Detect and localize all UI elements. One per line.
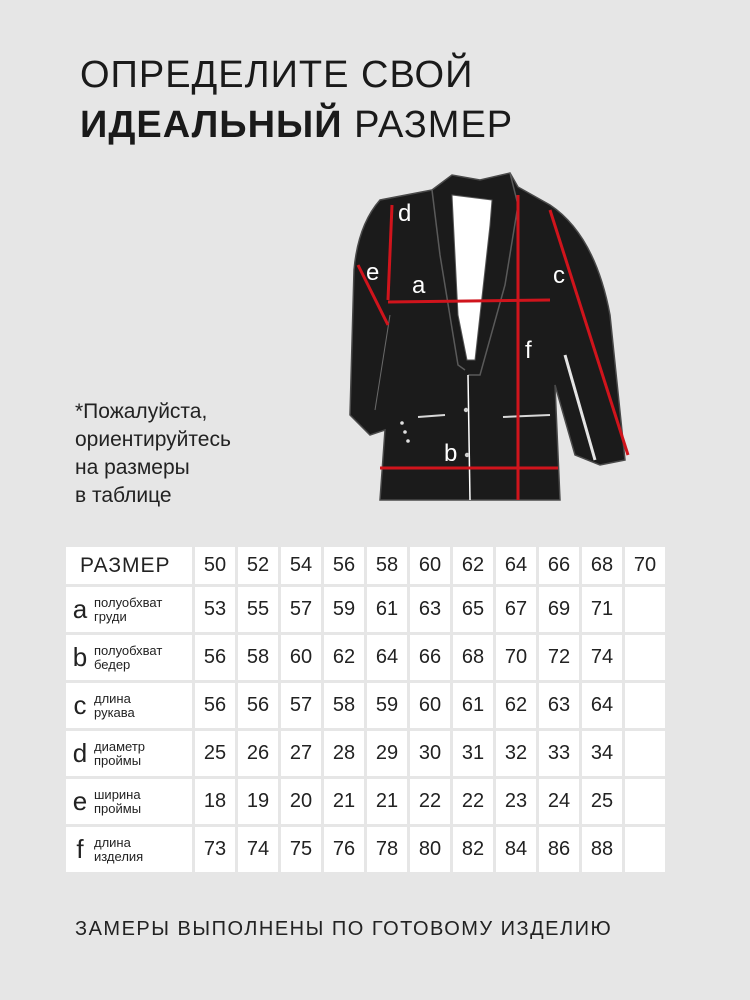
table-cell: 64	[582, 683, 622, 728]
size-header-cell: 58	[367, 547, 407, 584]
table-cell: 62	[496, 683, 536, 728]
row-letter: d	[72, 738, 88, 768]
size-header-cell: 62	[453, 547, 493, 584]
title-line-2	[80, 102, 513, 148]
size-header-cell: 56	[324, 547, 364, 584]
table-cell: 21	[324, 779, 364, 824]
table-cell: 21	[367, 779, 407, 824]
table-row	[66, 731, 665, 776]
label-e: e	[366, 259, 380, 286]
table-row	[66, 587, 665, 632]
table-cell: 27	[281, 731, 321, 776]
size-table	[63, 544, 668, 875]
table-cell: 63	[539, 683, 579, 728]
table-row	[66, 779, 665, 824]
row-label-b	[66, 635, 192, 680]
row-label-c	[66, 683, 192, 728]
table-cell: 65	[453, 587, 493, 632]
label-a: a	[412, 272, 426, 299]
table-cell: 71	[582, 587, 622, 632]
table-cell: 34	[582, 731, 622, 776]
table-cell: 84	[496, 827, 536, 872]
row-letter: e	[72, 786, 88, 816]
table-cell: 69	[539, 587, 579, 632]
size-note	[75, 398, 231, 510]
row-desc-2: груди	[94, 608, 127, 624]
table-cell: 78	[367, 827, 407, 872]
table-cell: 88	[582, 827, 622, 872]
row-desc-2: рукава	[94, 704, 135, 720]
table-cell: 61	[453, 683, 493, 728]
table-cell	[625, 635, 665, 680]
table-cell: 55	[238, 587, 278, 632]
jacket-measurement-diagram	[340, 165, 640, 510]
note-line-1: *Пожалуйста,	[75, 400, 208, 423]
table-cell: 74	[238, 827, 278, 872]
table-cell: 25	[582, 779, 622, 824]
table-cell: 62	[324, 635, 364, 680]
table-cell: 72	[539, 635, 579, 680]
note-line-3: на размеры	[75, 456, 190, 479]
table-cell: 24	[539, 779, 579, 824]
page-title	[80, 52, 513, 148]
row-label-d	[66, 731, 192, 776]
table-cell: 63	[410, 587, 450, 632]
table-cell: 74	[582, 635, 622, 680]
table-cell: 68	[453, 635, 493, 680]
row-desc-1: длина	[94, 690, 131, 706]
table-cell	[625, 827, 665, 872]
table-cell	[625, 683, 665, 728]
note-line-2: ориентируйтесь	[75, 428, 231, 451]
table-cell: 60	[410, 683, 450, 728]
row-desc-1: ширина	[94, 786, 141, 802]
row-desc-1: полуобхват	[94, 642, 163, 658]
footer-note: ЗАМЕРЫ ВЫПОЛНЕНЫ ПО ГОТОВОМУ ИЗДЕЛИЮ	[75, 918, 613, 940]
table-cell: 60	[281, 635, 321, 680]
table-row	[66, 635, 665, 680]
note-line-4: в таблице	[75, 484, 172, 507]
row-letter: c	[73, 690, 87, 720]
size-header-cell: 60	[410, 547, 450, 584]
label-c: c	[553, 262, 565, 289]
title-bold-word: ИДЕАЛЬНЫЙ	[80, 104, 343, 146]
table-cell: 22	[453, 779, 493, 824]
table-cell: 56	[238, 683, 278, 728]
row-desc-1: длина	[94, 834, 131, 850]
table-cell: 53	[195, 587, 235, 632]
table-row	[66, 683, 665, 728]
table-cell: 29	[367, 731, 407, 776]
table-cell: 33	[539, 731, 579, 776]
table-cell: 19	[238, 779, 278, 824]
table-cell: 18	[195, 779, 235, 824]
table-cell: 26	[238, 731, 278, 776]
table-cell: 22	[410, 779, 450, 824]
table-cell: 66	[410, 635, 450, 680]
table-cell: 59	[324, 587, 364, 632]
row-desc-1: полуобхват	[94, 594, 163, 610]
label-b: b	[444, 440, 458, 467]
table-cell: 59	[367, 683, 407, 728]
row-desc-1: диаметр	[94, 738, 145, 754]
row-label-a	[66, 587, 192, 632]
table-cell: 76	[324, 827, 364, 872]
title-rest: РАЗМЕР	[342, 104, 514, 146]
table-cell: 75	[281, 827, 321, 872]
size-header-cell: 50	[195, 547, 235, 584]
table-cell	[625, 587, 665, 632]
row-label-e	[66, 779, 192, 824]
table-cell: 56	[195, 683, 235, 728]
title-line-1: ОПРЕДЕЛИТЕ СВОЙ	[80, 54, 474, 96]
table-cell	[625, 731, 665, 776]
table-cell: 57	[281, 587, 321, 632]
table-cell: 58	[324, 683, 364, 728]
table-cell: 57	[281, 683, 321, 728]
table-cell: 28	[324, 731, 364, 776]
table-cell: 64	[367, 635, 407, 680]
size-header-cell: 68	[582, 547, 622, 584]
label-d: d	[398, 200, 412, 227]
size-header-cell: 70	[625, 547, 665, 584]
row-letter: a	[72, 594, 88, 624]
row-desc-2: изделия	[94, 848, 144, 864]
table-cell: 80	[410, 827, 450, 872]
table-cell: 61	[367, 587, 407, 632]
table-cell: 32	[496, 731, 536, 776]
table-cell: 70	[496, 635, 536, 680]
table-cell	[625, 779, 665, 824]
size-header-row	[66, 547, 665, 584]
table-cell: 23	[496, 779, 536, 824]
size-header-cell: 64	[496, 547, 536, 584]
size-header-cell: 54	[281, 547, 321, 584]
table-row	[66, 827, 665, 872]
table-cell: 20	[281, 779, 321, 824]
row-desc-2: проймы	[94, 800, 142, 816]
size-header-cell: 52	[238, 547, 278, 584]
table-cell: 31	[453, 731, 493, 776]
size-header-cell: 66	[539, 547, 579, 584]
row-letter: b	[72, 642, 88, 672]
label-f: f	[525, 337, 532, 364]
table-cell: 86	[539, 827, 579, 872]
table-cell: 73	[195, 827, 235, 872]
table-cell: 67	[496, 587, 536, 632]
row-label-f	[66, 827, 192, 872]
table-cell: 56	[195, 635, 235, 680]
size-header-label: РАЗМЕР	[80, 553, 171, 577]
table-cell: 30	[410, 731, 450, 776]
table-cell: 82	[453, 827, 493, 872]
row-desc-2: проймы	[94, 752, 142, 768]
measure-line-a	[388, 300, 550, 302]
table-cell: 58	[238, 635, 278, 680]
table-cell: 25	[195, 731, 235, 776]
row-letter: f	[76, 834, 84, 864]
row-desc-2: бедер	[94, 656, 131, 672]
size-header-label-cell	[66, 547, 192, 584]
